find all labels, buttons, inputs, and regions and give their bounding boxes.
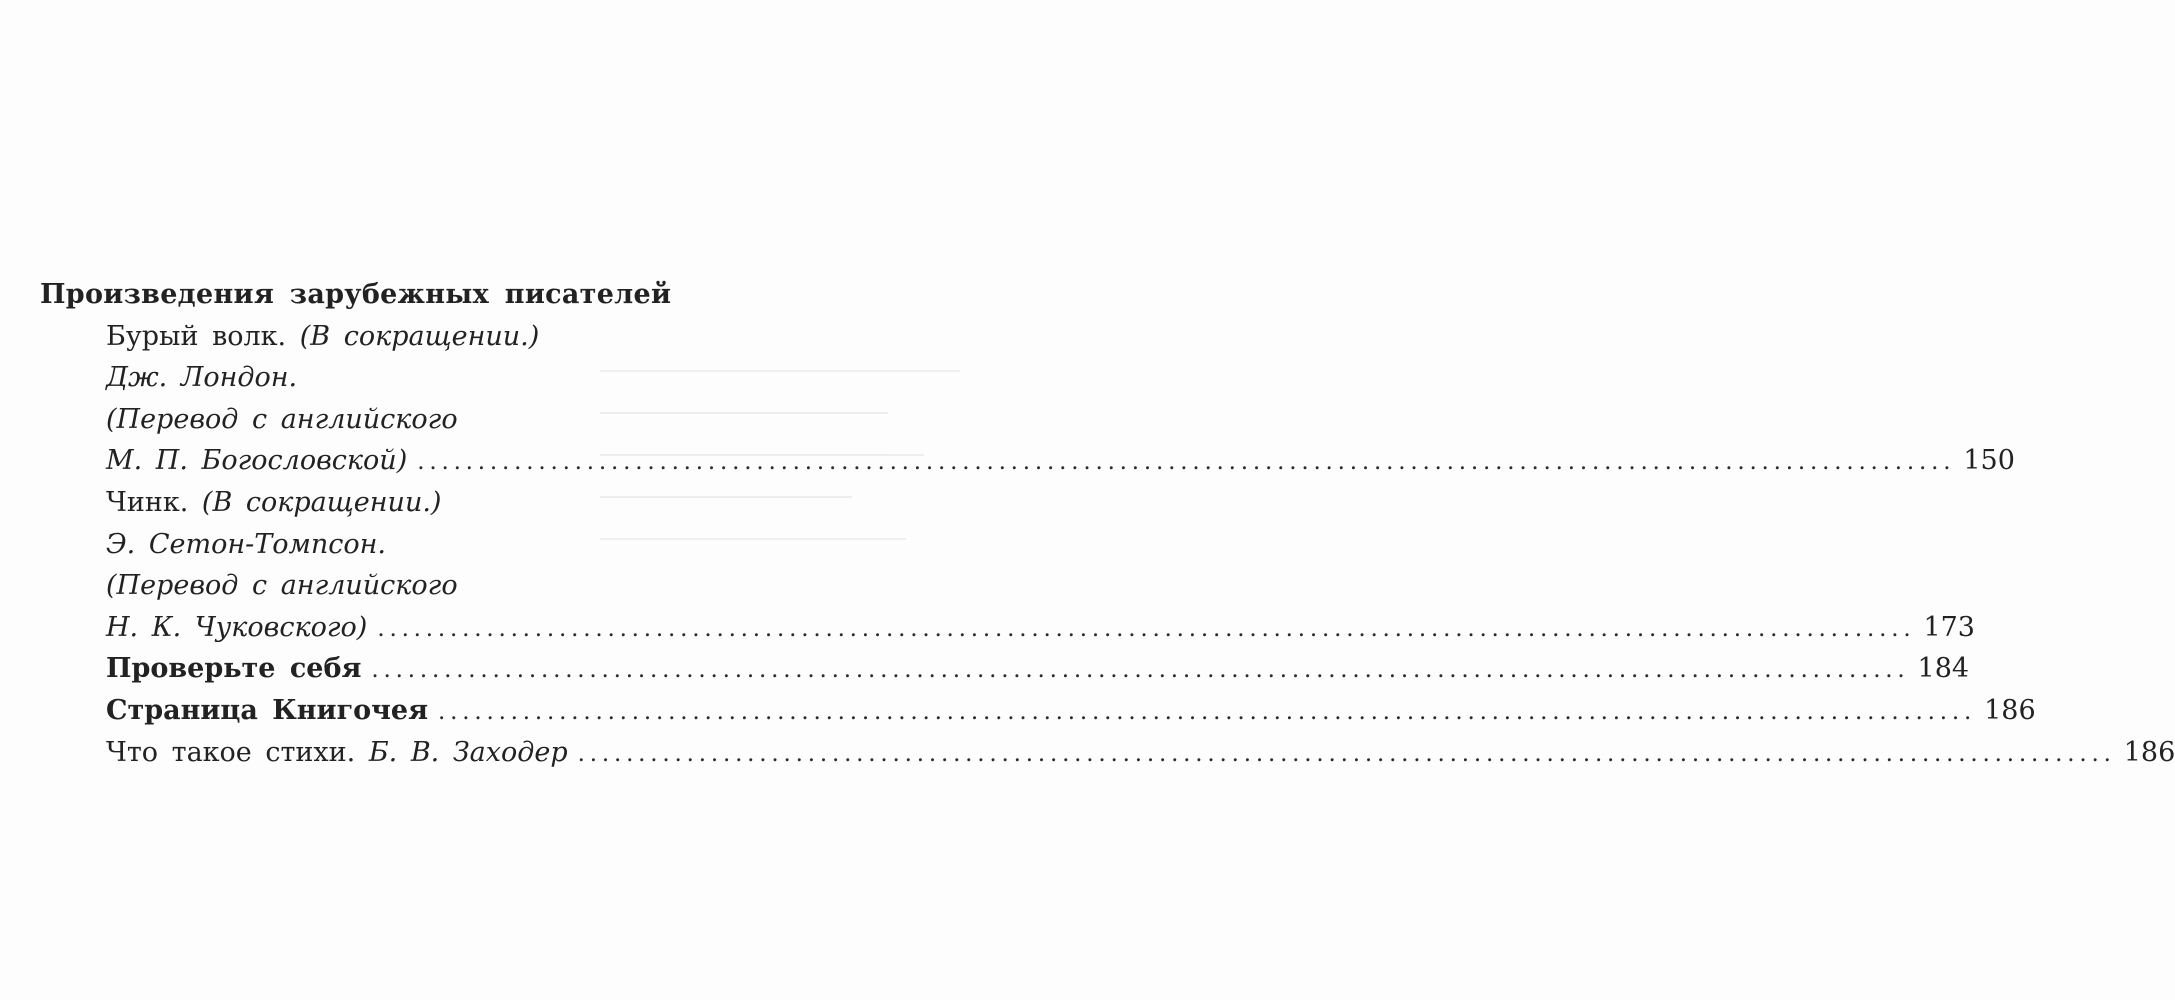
entry-title: Бурый волк. (В сокращении.) <box>106 320 540 352</box>
entry-translation-note: (Перевод с английского <box>106 403 458 435</box>
toc-entry <box>40 565 945 607</box>
dot-leader: ............................................................................................................................... <box>417 449 1956 476</box>
toc-entry <box>40 648 1970 690</box>
entry-author: Дж. Лондон. <box>106 362 298 394</box>
section-heading: Произведения зарубежных писателей <box>40 279 672 310</box>
page-number: 173 <box>1923 611 1975 643</box>
page-number: 184 <box>1917 653 1970 685</box>
toc-entry <box>40 524 945 566</box>
toc-entry <box>40 732 2175 774</box>
entry-title: Что такое стихи. Б. В. Заходер <box>106 736 568 768</box>
toc-entry <box>40 690 2036 732</box>
toc-entry <box>40 607 1975 649</box>
toc-entry <box>40 357 945 399</box>
entry-translator: М. П. Богословской) <box>106 445 408 477</box>
page-number: 186 <box>2123 736 2175 768</box>
toc-entry <box>40 399 945 441</box>
dot-leader: ............................................................................................................................... <box>377 615 1916 642</box>
entry-translation-note: (Перевод с английского <box>106 570 458 602</box>
toc-entry <box>40 482 945 524</box>
table-of-contents <box>40 274 2175 773</box>
entry-author: Э. Сетон-Томпсон. <box>106 528 387 560</box>
page-number: 186 <box>1984 694 2036 726</box>
entry-title: Проверьте себя <box>106 653 362 685</box>
toc-entry <box>40 316 945 358</box>
toc-entry <box>40 440 2015 482</box>
page-number: 150 <box>1963 445 2015 477</box>
entry-title: Чинк. (В сокращении.) <box>106 486 442 518</box>
dot-leader: ............................................................................................................................... <box>371 657 1910 684</box>
dot-leader: ............................................................................................................................... <box>438 698 1977 725</box>
entry-title: Страница Книгочея <box>106 694 429 726</box>
entry-translator: Н. К. Чуковского) <box>106 611 368 643</box>
dot-leader: ............................................................................................................................... <box>577 740 2116 767</box>
